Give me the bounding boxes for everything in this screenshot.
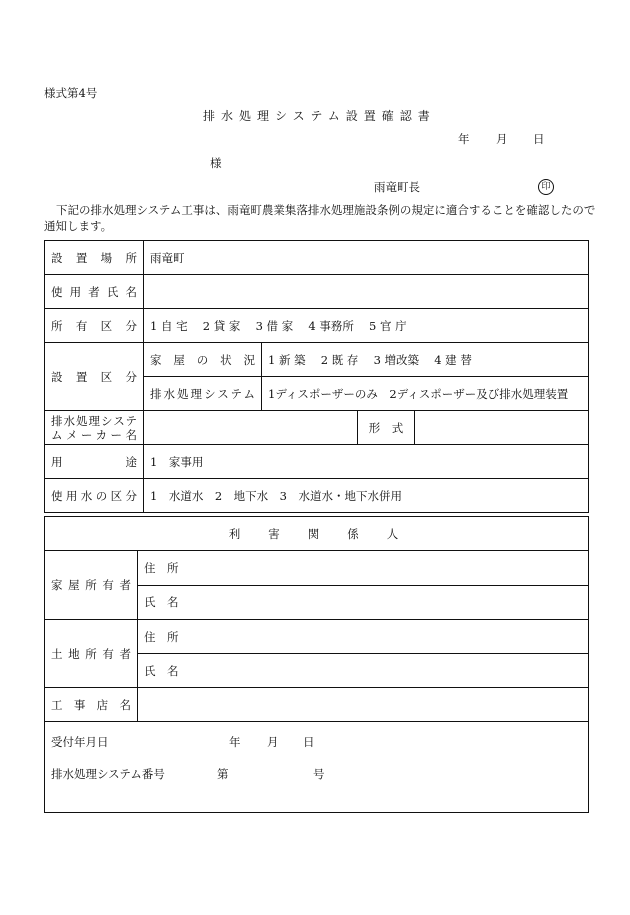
user-name-row (45, 275, 589, 309)
contractor-value[interactable] (138, 688, 589, 722)
system-label: 排水処理システム (144, 377, 262, 411)
system-number-label: 排水処理システム番号 (51, 767, 165, 781)
issuer-name: 雨竜町長 (374, 180, 420, 194)
page-title: 排水処理システム設置確認書 (203, 109, 436, 123)
footer-row (45, 722, 589, 813)
user-name-label: 使用者氏名 (45, 275, 144, 309)
purpose-value[interactable]: 1 家事用 (144, 445, 589, 479)
intro-text: 下記の排水処理システム工事は、雨竜町農業集落排水処理施設条例の規定に適合することを確認したので通知します。 (44, 203, 596, 233)
addressee-suffix: 様 (210, 156, 222, 170)
details-table (44, 240, 589, 513)
land-owner-label: 土地所有者 (45, 620, 138, 688)
contractor-label: 工事店名 (45, 688, 138, 722)
ownership-options[interactable]: 1 自 宅 2 貸 家 3 借 家 4 事務所 5 官 庁 (144, 309, 589, 343)
model-value[interactable] (415, 411, 589, 445)
stakeholders-header-row (45, 517, 589, 551)
ownership-row (45, 309, 589, 343)
land-owner-address[interactable]: 住 所 (138, 620, 589, 654)
stakeholders-header: 利害関係人 (45, 517, 589, 551)
location-row (45, 241, 589, 275)
install-class-label: 設置区分 (45, 343, 144, 411)
footer-cell (45, 722, 589, 813)
land-owner-address-row (45, 620, 589, 654)
form-number: 様式第4号 (44, 86, 98, 100)
location-label: 設置場所 (45, 241, 144, 275)
purpose-label: 用途 (45, 445, 144, 479)
house-status-options[interactable]: 1 新 築 2 既 存 3 増改築 4 建 替 (262, 343, 589, 377)
date-day: 日 (533, 132, 545, 146)
land-owner-name[interactable]: 氏 名 (138, 654, 589, 688)
house-status-label: 家屋の状況 (144, 343, 262, 377)
house-owner-address[interactable]: 住 所 (138, 551, 589, 586)
maker-row (45, 411, 589, 445)
stakeholders-table (44, 516, 589, 813)
ownership-label: 所有区分 (45, 309, 144, 343)
house-owner-address-row (45, 551, 589, 586)
location-value[interactable]: 雨竜町 (144, 241, 589, 275)
water-label: 使用水の区分 (45, 479, 144, 513)
received-day: 日 (303, 735, 315, 749)
date-month: 月 (496, 132, 508, 146)
house-owner-name[interactable]: 氏 名 (138, 585, 589, 620)
received-year: 年 (229, 735, 241, 749)
received-month: 月 (267, 735, 279, 749)
system-options[interactable]: 1ディスポーザーのみ 2ディスポーザー及び排水処理装置 (262, 377, 589, 411)
maker-value[interactable] (144, 411, 358, 445)
water-row (45, 479, 589, 513)
model-label: 形 式 (358, 411, 415, 445)
purpose-row (45, 445, 589, 479)
seal-stamp: 印 (538, 179, 554, 195)
maker-label: 排水処理システムメーカー名 (45, 411, 144, 445)
system-number-suffix: 号 (313, 767, 325, 781)
received-date-label: 受付年月日 (51, 735, 109, 749)
date-year: 年 (458, 132, 470, 146)
water-options[interactable]: 1 水道水 2 地下水 3 水道水・地下水併用 (144, 479, 589, 513)
house-owner-label: 家屋所有者 (45, 551, 138, 620)
system-number-prefix: 第 (217, 767, 229, 781)
user-name-value[interactable] (144, 275, 589, 309)
contractor-row (45, 688, 589, 722)
install-class-row-house (45, 343, 589, 377)
